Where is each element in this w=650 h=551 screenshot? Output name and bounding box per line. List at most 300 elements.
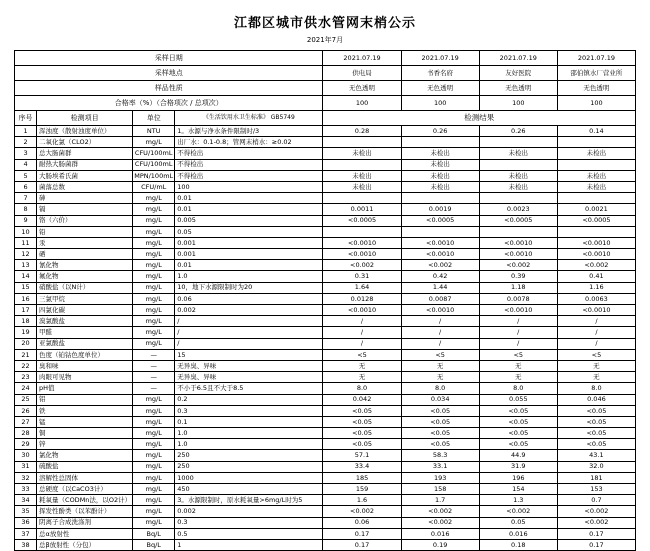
cell-result-4 [557, 137, 635, 148]
cell-standard: 0.05 [175, 226, 323, 237]
cell-standard: 0.3 [175, 405, 323, 416]
cell-result-1: <0.0010 [323, 237, 401, 248]
cell-standard: 0.2 [175, 394, 323, 405]
cell-result-1 [323, 226, 401, 237]
table-row [15, 372, 636, 383]
cell-item: 铬（六价） [37, 215, 133, 226]
sample-point-3: 友好医院 [479, 66, 557, 81]
cell-result-1: 0.17 [323, 539, 401, 550]
table-row [15, 316, 636, 327]
cell-no: 6 [15, 181, 37, 192]
cell-result-3: 31.9 [479, 461, 557, 472]
table-row [15, 506, 636, 517]
cell-item: 肉眼可见物 [37, 372, 133, 383]
cell-item: 氯化物 [37, 450, 133, 461]
cell-result-2: 0.034 [401, 394, 479, 405]
table-row [15, 159, 636, 170]
sample-property-label: 样品性质 [15, 81, 323, 96]
cell-result-1: 0.0011 [323, 204, 401, 215]
cell-result-1: 未检出 [323, 170, 401, 181]
cell-item: 溶解性总固体 [37, 472, 133, 483]
cell-result-2: 8.0 [401, 383, 479, 394]
cell-standard: / [175, 316, 323, 327]
cell-unit: mg/L [133, 137, 175, 148]
cell-result-4: 0.0063 [557, 293, 635, 304]
cell-standard: 15 [175, 349, 323, 360]
table-row [15, 327, 636, 338]
cell-result-2: <0.0010 [401, 237, 479, 248]
cell-unit: mg/L [133, 293, 175, 304]
cell-no: 13 [15, 260, 37, 271]
cell-standard: 不小于6.5且不大于8.5 [175, 383, 323, 394]
table-row [15, 539, 636, 550]
cell-result-1: 57.1 [323, 450, 401, 461]
cell-standard: 不得检出 [175, 170, 323, 181]
sample-date-1: 2021.07.19 [323, 51, 401, 66]
cell-result-4 [557, 159, 635, 170]
cell-standard: 1.0 [175, 439, 323, 450]
cell-result-3: / [479, 327, 557, 338]
cell-result-3: 154 [479, 484, 557, 495]
cell-result-3: 未检出 [479, 170, 557, 181]
table-row [15, 282, 636, 293]
table-row [15, 237, 636, 248]
cell-result-4 [557, 193, 635, 204]
cell-result-1: / [323, 327, 401, 338]
cell-unit: mg/L [133, 271, 175, 282]
sample-point-label: 采样地点 [15, 66, 323, 81]
cell-no: 5 [15, 170, 37, 181]
cell-standard: 0.001 [175, 237, 323, 248]
cell-result-1: 185 [323, 472, 401, 483]
cell-unit: mg/L [133, 327, 175, 338]
cell-standard: 3。水源限制时，原水耗氧量>6mg/L时为5 [175, 495, 323, 506]
cell-item: 耐热大肠菌群 [37, 159, 133, 170]
sample-date-2: 2021.07.19 [401, 51, 479, 66]
table-row [15, 405, 636, 416]
column-header-item: 检测项目 [37, 111, 133, 126]
cell-standard: 1 [175, 539, 323, 550]
cell-result-3: 0.05 [479, 517, 557, 528]
cell-unit: mg/L [133, 439, 175, 450]
cell-result-2 [401, 193, 479, 204]
cell-standard: 0.001 [175, 249, 323, 260]
cell-result-4: 0.41 [557, 271, 635, 282]
cell-item: 总硬度（以CaCO3计） [37, 484, 133, 495]
cell-standard: 0.3 [175, 517, 323, 528]
table-row [15, 204, 636, 215]
cell-result-3: 0.0023 [479, 204, 557, 215]
cell-result-1: <0.0010 [323, 305, 401, 316]
cell-standard: 0.002 [175, 506, 323, 517]
cell-result-4: 无 [557, 360, 635, 371]
table-row [15, 338, 636, 349]
cell-result-1: <0.0005 [323, 215, 401, 226]
pass-rate-3: 100 [479, 96, 557, 111]
cell-result-4: 未检出 [557, 148, 635, 159]
cell-no: 1 [15, 126, 37, 137]
cell-result-4: <0.05 [557, 439, 635, 450]
cell-result-4: 32.0 [557, 461, 635, 472]
cell-no: 7 [15, 193, 37, 204]
cell-unit: mg/L [133, 215, 175, 226]
cell-no: 22 [15, 360, 37, 371]
cell-result-2: 193 [401, 472, 479, 483]
cell-result-4: <0.05 [557, 428, 635, 439]
cell-result-2: 无 [401, 360, 479, 371]
cell-result-4: <0.0010 [557, 237, 635, 248]
cell-result-1 [323, 137, 401, 148]
cell-standard: 出厂水：0.1-0.8；管网末梢水：≥0.02 [175, 137, 323, 148]
table-row [15, 260, 636, 271]
cell-no: 16 [15, 293, 37, 304]
table-row [15, 249, 636, 260]
cell-no: 14 [15, 271, 37, 282]
header-row-sample-point [15, 66, 636, 81]
cell-item: 溴氯酸盐 [37, 316, 133, 327]
cell-standard: 1000 [175, 472, 323, 483]
cell-unit: mg/L [133, 204, 175, 215]
table-row [15, 428, 636, 439]
cell-result-2: 158 [401, 484, 479, 495]
cell-result-4: 0.14 [557, 126, 635, 137]
cell-standard: 不得检出 [175, 148, 323, 159]
cell-result-3: 196 [479, 472, 557, 483]
cell-result-3: 1.18 [479, 282, 557, 293]
cell-no: 18 [15, 316, 37, 327]
cell-unit: mg/L [133, 193, 175, 204]
cell-no: 8 [15, 204, 37, 215]
cell-unit: mg/L [133, 260, 175, 271]
cell-result-1: 0.17 [323, 528, 401, 539]
cell-result-2 [401, 137, 479, 148]
cell-standard: 不得检出 [175, 159, 323, 170]
cell-no: 36 [15, 517, 37, 528]
page-title: 江都区城市供水管网末梢公示 [233, 16, 416, 31]
cell-result-2: 0.26 [401, 126, 479, 137]
sample-point-1: 供电局 [323, 66, 401, 81]
table-row [15, 495, 636, 506]
cell-result-4: <0.05 [557, 405, 635, 416]
cell-unit: MPN/100mL [134, 171, 174, 180]
cell-result-4: 0.7 [557, 495, 635, 506]
cell-result-3: <0.05 [479, 428, 557, 439]
cell-no: 33 [15, 484, 37, 495]
cell-result-1: <0.05 [323, 405, 401, 416]
cell-unit: mg/L [133, 461, 175, 472]
cell-item: 三氯甲烷 [37, 293, 133, 304]
sample-property-4: 无色透明 [557, 81, 635, 96]
cell-result-2: 未检出 [401, 170, 479, 181]
header-row-sample-property [15, 81, 636, 96]
cell-result-1: <0.002 [323, 506, 401, 517]
cell-result-1 [323, 159, 401, 170]
cell-item: 铝 [37, 394, 133, 405]
cell-standard: 0.06 [175, 293, 323, 304]
cell-unit: mg/L [133, 495, 175, 506]
cell-result-4: / [557, 338, 635, 349]
cell-result-1: 8.0 [323, 383, 401, 394]
table-row [15, 215, 636, 226]
table-row [15, 484, 636, 495]
cell-unit: mg/L [133, 237, 175, 248]
cell-result-4: <0.05 [557, 416, 635, 427]
cell-result-3: 8.0 [479, 383, 557, 394]
cell-item: 色度（铂钴色度单位） [37, 349, 133, 360]
header-row-pass-rate [15, 96, 636, 111]
cell-no: 28 [15, 428, 37, 439]
cell-result-2: <0.002 [401, 260, 479, 271]
cell-unit: Bq/L [133, 539, 175, 550]
cell-item: 硒 [37, 249, 133, 260]
cell-result-4: <0.002 [557, 506, 635, 517]
cell-result-3: 未检出 [479, 181, 557, 192]
cell-no: 17 [15, 305, 37, 316]
cell-no: 11 [15, 237, 37, 248]
cell-no: 30 [15, 450, 37, 461]
cell-unit: mg/L [133, 472, 175, 483]
cell-result-1: 0.28 [323, 126, 401, 137]
cell-unit: mg/L [133, 450, 175, 461]
cell-result-1: <0.0010 [323, 249, 401, 260]
cell-result-4: <5 [557, 349, 635, 360]
cell-result-3: <0.0005 [479, 215, 557, 226]
cell-no: 31 [15, 461, 37, 472]
cell-no: 12 [15, 249, 37, 260]
cell-no: 4 [15, 159, 37, 170]
cell-standard: 1。水源与净水条件限制时/3 [175, 126, 323, 137]
cell-item: 臭和味 [37, 360, 133, 371]
cell-result-4: / [557, 316, 635, 327]
table-row [15, 137, 636, 148]
cell-unit: NTU [133, 126, 175, 137]
cell-item: 氟化物 [37, 271, 133, 282]
table-row [15, 181, 636, 192]
cell-result-3: <5 [479, 349, 557, 360]
pass-rate-4: 100 [557, 96, 635, 111]
cell-result-2: 未检出 [401, 181, 479, 192]
table-row [15, 170, 636, 181]
cell-item: 硫酸盐 [37, 461, 133, 472]
cell-result-3: <0.0010 [479, 305, 557, 316]
table-row [15, 517, 636, 528]
cell-standard: 0.005 [175, 215, 323, 226]
table-row [15, 360, 636, 371]
cell-unit: mg/L [133, 405, 175, 416]
cell-item: 挥发性酚类（以苯酚计） [37, 506, 133, 517]
table-row [15, 148, 636, 159]
sample-point-2: 书香名府 [401, 66, 479, 81]
cell-result-2: 0.016 [401, 528, 479, 539]
cell-result-3: 44.9 [479, 450, 557, 461]
cell-result-3 [479, 226, 557, 237]
cell-result-3 [479, 159, 557, 170]
cell-result-2: <0.05 [401, 405, 479, 416]
cell-standard: 0.1 [175, 416, 323, 427]
column-header-standard: 《生活饮用水卫生标准》 GB5749 [175, 111, 323, 126]
cell-result-2 [401, 226, 479, 237]
table-row [15, 193, 636, 204]
cell-item: 总β放射性（分包） [37, 539, 133, 550]
table-row [15, 528, 636, 539]
pass-rate-2: 100 [401, 96, 479, 111]
cell-result-4 [557, 226, 635, 237]
table-row [15, 416, 636, 427]
cell-result-2: 0.42 [401, 271, 479, 282]
sample-date-group-label: 采样日期 [15, 51, 323, 66]
sample-property-1: 无色透明 [323, 81, 401, 96]
cell-result-4: 0.17 [557, 528, 635, 539]
cell-result-1: 无 [323, 372, 401, 383]
header-row-sample-date-group [15, 51, 636, 66]
cell-no: 32 [15, 472, 37, 483]
cell-no: 25 [15, 394, 37, 405]
header-row-columns [15, 111, 636, 126]
cell-standard: 无异臭、异味 [175, 372, 323, 383]
cell-result-1: 未检出 [323, 148, 401, 159]
cell-standard: 1.0 [175, 271, 323, 282]
cell-item: 汞 [37, 237, 133, 248]
cell-result-2: 0.19 [401, 539, 479, 550]
cell-unit: mg/L [133, 428, 175, 439]
cell-item: 硝酸盐（以N计） [37, 282, 133, 293]
cell-result-1: 1.64 [323, 282, 401, 293]
cell-no: 35 [15, 506, 37, 517]
table-row [15, 450, 636, 461]
cell-standard: 0.01 [175, 193, 323, 204]
cell-no: 37 [15, 528, 37, 539]
cell-item: 浑浊度（散射浊度单位） [37, 126, 133, 137]
cell-item: 甲醛 [37, 327, 133, 338]
cell-result-3 [479, 137, 557, 148]
cell-standard: 无异臭、异味 [175, 360, 323, 371]
cell-no: 24 [15, 383, 37, 394]
cell-result-2: <0.0005 [401, 215, 479, 226]
cell-unit: mg/L [133, 305, 175, 316]
table-row [15, 293, 636, 304]
cell-result-1: 159 [323, 484, 401, 495]
cell-result-2: <0.002 [401, 517, 479, 528]
cell-no: 10 [15, 226, 37, 237]
table-row [15, 126, 636, 137]
cell-item: 二氧化氯（CLO2） [37, 137, 133, 148]
table-body [15, 126, 636, 551]
column-header-unit: 单位 [133, 111, 175, 126]
cell-result-1: 0.0128 [323, 293, 401, 304]
cell-unit: mg/L [133, 506, 175, 517]
cell-no: 2 [15, 137, 37, 148]
cell-result-2: <0.05 [401, 428, 479, 439]
table-row [15, 226, 636, 237]
cell-result-3: <0.002 [479, 506, 557, 517]
cell-result-3: / [479, 316, 557, 327]
page-subtitle: 2021年7月 [306, 36, 344, 44]
sample-property-3: 无色透明 [479, 81, 557, 96]
cell-result-3: <0.05 [479, 405, 557, 416]
cell-result-3: <0.0010 [479, 249, 557, 260]
cell-unit: mg/L [133, 338, 175, 349]
cell-result-1: / [323, 316, 401, 327]
cell-standard: 100 [175, 181, 323, 192]
cell-item: 铁 [37, 405, 133, 416]
cell-item: 四氯化碳 [37, 305, 133, 316]
cell-result-3: 0.26 [479, 126, 557, 137]
cell-unit: CFU/mL [133, 181, 175, 192]
cell-result-2: 1.44 [401, 282, 479, 293]
cell-item: 总大肠菌群 [37, 148, 133, 159]
cell-result-3: <0.0010 [479, 237, 557, 248]
cell-unit: mg/L [133, 394, 175, 405]
cell-result-4: 181 [557, 472, 635, 483]
column-header-no: 序号 [15, 111, 37, 126]
cell-result-2: 未检出 [401, 148, 479, 159]
pass-rate-label: 合格率（%）（合格项次 / 总项次） [15, 96, 323, 111]
cell-result-3: 0.055 [479, 394, 557, 405]
cell-result-2: <0.05 [401, 439, 479, 450]
table-row [15, 472, 636, 483]
cell-unit: — [133, 372, 175, 383]
table-row [15, 394, 636, 405]
pass-rate-1: 100 [323, 96, 401, 111]
table-row [15, 383, 636, 394]
cell-result-1: / [323, 338, 401, 349]
cell-no: 19 [15, 327, 37, 338]
cell-result-3 [479, 193, 557, 204]
cell-item: 阴离子合成洗涤剂 [37, 517, 133, 528]
cell-result-1: <0.05 [323, 416, 401, 427]
cell-no: 26 [15, 405, 37, 416]
cell-unit: mg/L [133, 249, 175, 260]
cell-result-1: 未检出 [323, 181, 401, 192]
cell-result-2: 0.0019 [401, 204, 479, 215]
cell-standard: 250 [175, 450, 323, 461]
cell-no: 23 [15, 372, 37, 383]
cell-unit: mg/L [133, 316, 175, 327]
cell-item: 锰 [37, 416, 133, 427]
sample-point-4: 邵伯镇水厂营业所 [557, 66, 635, 81]
cell-result-2: <0.0010 [401, 305, 479, 316]
cell-item: 镉 [37, 204, 133, 215]
cell-standard: / [175, 327, 323, 338]
cell-result-1 [323, 193, 401, 204]
cell-no: 38 [15, 539, 37, 550]
cell-unit: mg/L [133, 416, 175, 427]
cell-result-1: 0.042 [323, 394, 401, 405]
cell-result-2: 0.0087 [401, 293, 479, 304]
cell-unit: mg/L [133, 282, 175, 293]
cell-unit: CFU/100mL [133, 159, 175, 170]
cell-item: 耗氧量（CODMn法，以O2计） [37, 495, 133, 506]
cell-item: 总α放射性 [37, 528, 133, 539]
cell-result-2: 1.7 [401, 495, 479, 506]
cell-unit: mg/L [133, 484, 175, 495]
cell-result-3: 0.016 [479, 528, 557, 539]
cell-standard: 0.01 [175, 260, 323, 271]
cell-unit: mg/L [133, 517, 175, 528]
cell-no: 15 [15, 282, 37, 293]
cell-result-2: 未检出 [401, 159, 479, 170]
cell-result-2: <0.05 [401, 416, 479, 427]
table-row [15, 439, 636, 450]
cell-result-4: 8.0 [557, 383, 635, 394]
cell-result-4: <0.002 [557, 517, 635, 528]
cell-result-1: 0.31 [323, 271, 401, 282]
cell-result-1: <5 [323, 349, 401, 360]
cell-result-2: <0.0010 [401, 249, 479, 260]
sample-date-4: 2021.07.19 [557, 51, 635, 66]
cell-standard: 1.0 [175, 428, 323, 439]
cell-unit: Bq/L [133, 528, 175, 539]
